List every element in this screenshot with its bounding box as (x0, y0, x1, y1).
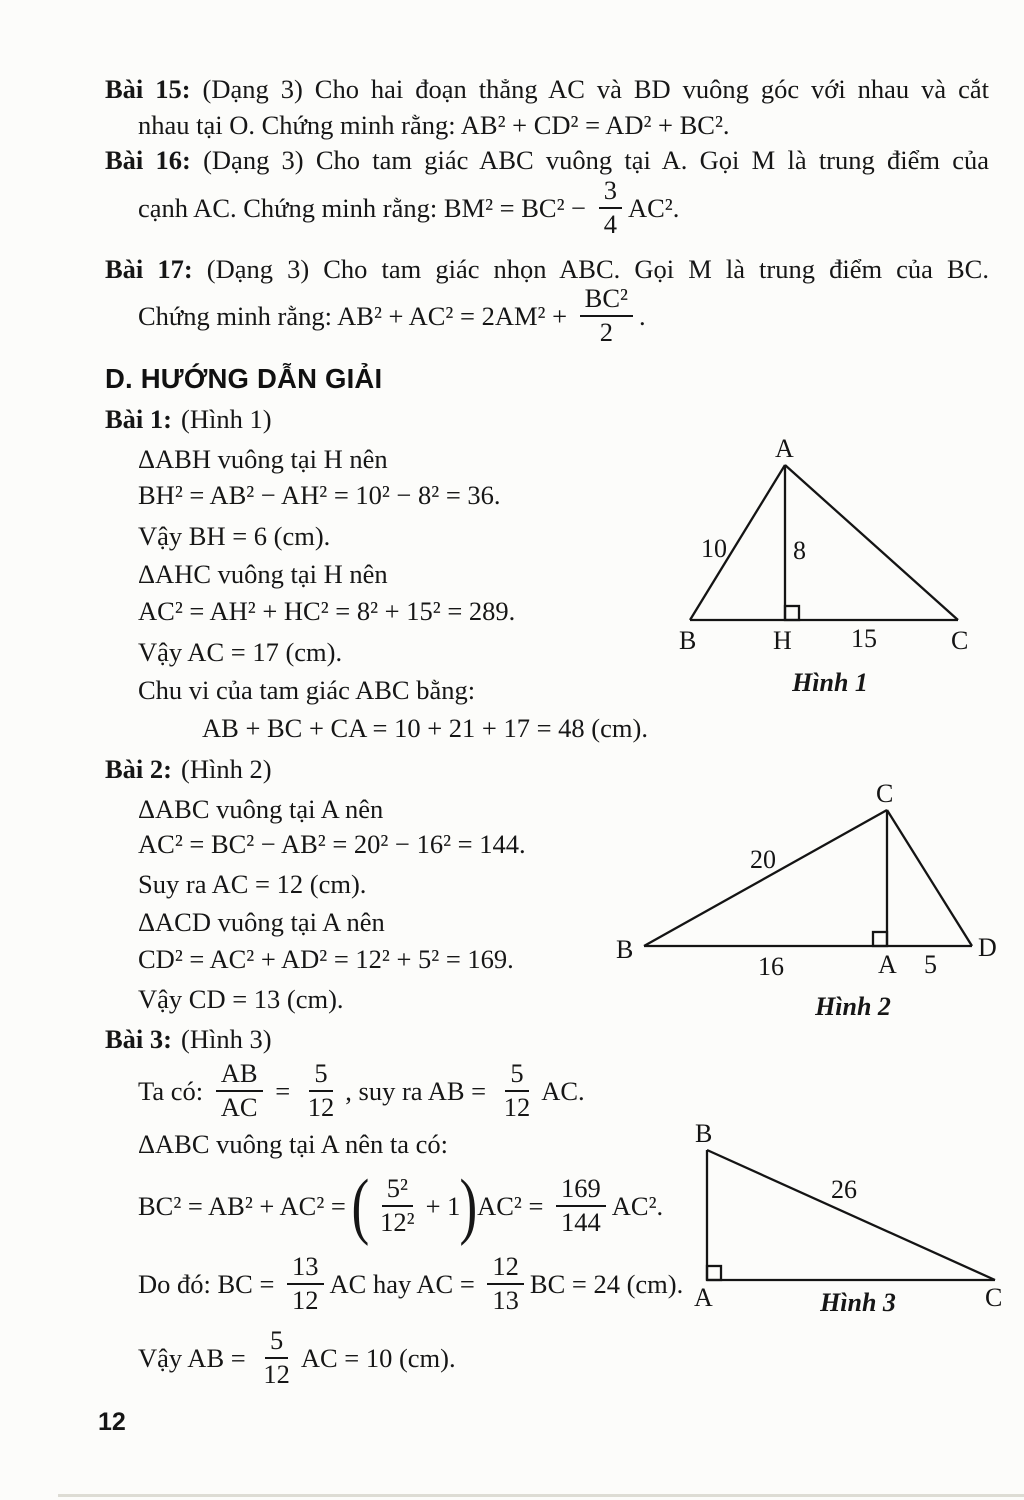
fraction-denominator: 12 (307, 1092, 335, 1122)
side-BC (707, 1150, 995, 1280)
side-length-BC: 26 (831, 1175, 857, 1204)
equation-text: Do đó: BC = (138, 1268, 282, 1299)
fraction-numerator: 5 (309, 1059, 332, 1092)
equation-text: Chứng minh rằng: AB² + AC² = 2AM² + (138, 300, 574, 331)
equation-text: Ta có: (138, 1075, 210, 1106)
fraction-denominator: 12 (263, 1359, 290, 1389)
side-length-AD: 5 (924, 950, 937, 979)
side-length-HC: 15 (851, 624, 877, 653)
equation-text: = (268, 1075, 297, 1106)
equation-text: AC = 10 (cm). (300, 1342, 456, 1373)
solution-2-line: Vậy CD = 13 (cm). (138, 984, 344, 1014)
vertex-label-C: C (876, 782, 894, 808)
vertex-label-A: A (694, 1283, 713, 1312)
vertex-label-C: C (951, 626, 969, 655)
solution-2-figure-ref: (Hình 2) (181, 754, 272, 784)
vertex-label-B: B (679, 626, 697, 655)
problem-15-text: (Dạng 3) Cho hai đoạn thẳng AC và BD vuông góc với nhau và cắt (190, 74, 989, 104)
side-AC (785, 465, 958, 620)
equation-text: BC = 24 (cm). (529, 1268, 684, 1299)
solution-2-line: ΔACD vuông tại A nên (138, 907, 385, 937)
side-length-AB: 10 (701, 534, 727, 563)
solution-3-line-3: BC² = AB² + AC² = ( $\frac{\text{5²}}{\text{12²}}$ + 1 ) AC² = $\frac{169}{144}$ AC². (138, 1165, 664, 1247)
solution-1-line: Chu vi của tam giác ABC bằng: (138, 675, 476, 705)
problem-17-line-2 (138, 284, 646, 348)
solution-1-line: Vậy AC = 17 (cm). (138, 637, 343, 667)
solution-1-line: Vậy BH = 6 (cm). (138, 521, 331, 551)
fraction-numerator: BC² (580, 284, 633, 317)
fraction-numerator: 5 (505, 1059, 528, 1092)
fraction-denominator: 13 (492, 1285, 519, 1315)
fraction (258, 1326, 295, 1389)
solution-3-figure-ref: (Hình 3) (181, 1024, 272, 1054)
equation-text: , suy ra AB = (345, 1075, 493, 1106)
figure-caption-3: Hình 3 (820, 1288, 896, 1317)
solution-1-line: AB + BC + CA = 10 + 21 + 17 = 48 (cm). (202, 713, 648, 743)
solution-3-title (105, 1022, 272, 1056)
solution-3-line-5 (138, 1326, 456, 1390)
fraction-numerator: 12 (487, 1252, 524, 1285)
problem-16-text: (Dạng 3) Cho tam giác ABC vuông tại A. Gọi M là trung điểm của (190, 145, 989, 175)
solution-1-label: Bài 1: (105, 404, 172, 434)
right-angle-mark (785, 606, 799, 620)
fraction (487, 1252, 524, 1315)
problem-15-line-2: nhau tại O. Chứng minh rằng: AB² + CD² = AD² + BC². (138, 110, 730, 140)
solution-2-line: Suy ra AC = 12 (cm). (138, 869, 367, 899)
fraction-numerator: 5 (265, 1326, 288, 1359)
side-length-AH: 8 (793, 536, 806, 565)
solution-3-line-4 (138, 1252, 683, 1316)
equation-text: cạnh AC. Chứng minh rằng: BM² = BC² − (138, 192, 593, 223)
problem-15-line-1 (105, 72, 989, 106)
equation-text: AC hay AC = (329, 1268, 482, 1299)
fraction-numerator: 3 (599, 176, 622, 209)
solution-2-line: AC² = BC² − AB² = 20² − 16² = 144. (138, 829, 526, 859)
solution-1-line: ΔABH vuông tại H nên (138, 444, 388, 474)
fraction-denominator: AC (220, 1092, 258, 1122)
fraction-numerator: 13 (287, 1252, 324, 1285)
solution-2-title (105, 752, 272, 786)
solution-2-line: CD² = AC² + AD² = 12² + 5² = 169. (138, 944, 514, 974)
equation-text: Vậy AB = (138, 1342, 253, 1373)
fraction (287, 1252, 324, 1315)
solution-3-label: Bài 3: (105, 1024, 172, 1054)
vertex-label-D: D (978, 933, 997, 962)
fraction-numerator: 5² (382, 1174, 413, 1207)
fraction-denominator: 4 (603, 209, 617, 239)
solution-3-line-2: ΔABC vuông tại A nên ta có: (138, 1129, 448, 1159)
problem-16-line-1 (105, 143, 989, 177)
solution-1-line: AC² = AH² + HC² = 8² + 15² = 289. (138, 596, 516, 626)
figure-caption-1: Hình 1 (792, 668, 868, 697)
vertex-label-H: H (773, 626, 792, 655)
fraction-denominator: 12 (292, 1285, 319, 1315)
right-angle-mark (707, 1266, 721, 1280)
equation-text: AC² = (477, 1190, 551, 1221)
side-length-BC: 20 (750, 845, 776, 874)
fraction (375, 1174, 419, 1237)
solution-1-line: BH² = AB² − AH² = 10² − 8² = 36. (138, 480, 501, 510)
solution-2-label: Bài 2: (105, 754, 172, 784)
problem-16-line-2 (138, 175, 680, 239)
bottom-rule (58, 1494, 1024, 1497)
figure-hinh-1 (655, 435, 995, 657)
vertex-label-C: C (985, 1283, 1003, 1312)
solution-2-line: ΔABC vuông tại A nên (138, 794, 384, 824)
solution-1-line: ΔAHC vuông tại H nên (138, 559, 388, 589)
equation-text: BC² = AB² + AC² = (138, 1190, 353, 1221)
fraction (556, 1174, 606, 1237)
fraction-denominator: 12² (380, 1207, 415, 1237)
solution-1-title (105, 402, 272, 436)
problem-17-label: Bài 17: (105, 254, 193, 284)
fraction (599, 176, 622, 239)
vertex-label-A: A (878, 950, 897, 979)
vertex-label-B: B (616, 935, 634, 964)
problem-16-label: Bài 16: (105, 145, 191, 175)
solution-1-figure-ref: (Hình 1) (181, 404, 272, 434)
vertex-label-B: B (695, 1122, 713, 1148)
figure-caption-2: Hình 2 (815, 992, 891, 1021)
figure-hinh-2 (612, 782, 1012, 982)
section-heading: D. HƯỚNG DẪN GIẢI (105, 363, 383, 394)
equation-text: AC². (627, 192, 680, 223)
fraction (303, 1059, 340, 1122)
fraction-numerator: 169 (556, 1174, 606, 1207)
problem-17-text: (Dạng 3) Cho tam giác nhọn ABC. Gọi M là trung điểm của BC. (192, 254, 989, 284)
fraction-denominator: 12 (503, 1092, 531, 1122)
fraction-denominator: 2 (599, 317, 613, 347)
equation-text: . (638, 300, 646, 331)
side-CD (887, 810, 972, 946)
fraction (580, 284, 633, 347)
right-angle-mark (873, 932, 887, 946)
fraction (499, 1059, 536, 1122)
problem-17-line-1 (105, 252, 989, 286)
fraction-numerator: AB (216, 1059, 263, 1092)
problem-15-label: Bài 15: (105, 74, 191, 104)
fraction (216, 1059, 263, 1122)
page-number: 12 (98, 1408, 126, 1436)
side-BC (644, 810, 887, 946)
fraction-denominator: 144 (561, 1207, 601, 1237)
equation-text: + 1 (425, 1190, 461, 1221)
equation-text: AC². (611, 1190, 664, 1221)
side-length-BA: 16 (758, 952, 784, 981)
equation-text: AC. (541, 1075, 585, 1106)
figure-hinh-3 (685, 1122, 1015, 1314)
solution-3-line-1 (138, 1058, 585, 1124)
vertex-label-A: A (775, 435, 794, 463)
